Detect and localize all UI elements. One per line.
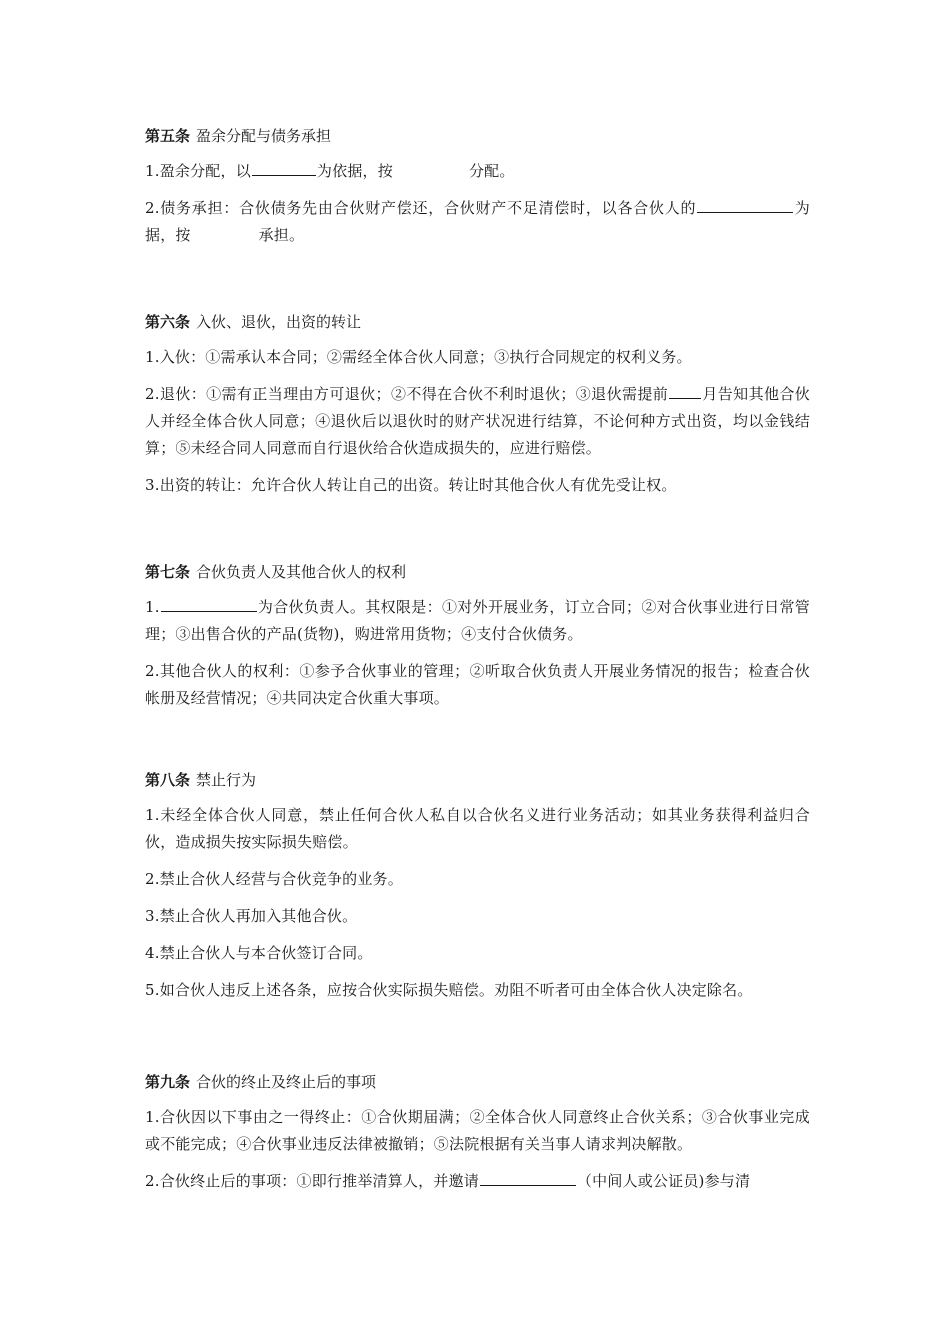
paragraph: 4.禁止合伙人与本合伙签订合同。	[145, 944, 373, 962]
paragraph: 3.禁止合伙人再加入其他合伙。	[145, 907, 358, 925]
paragraph: 5.如合伙人违反上述各条，应按合伙实际损失赔偿。劝阻不听者可由全体合伙人决定除名。	[145, 981, 753, 999]
article-number: 第七条	[145, 563, 191, 581]
paragraph: 3.出资的转让：允许合伙人转让自己的出资。转让时其他合伙人有优先受让权。	[145, 476, 677, 494]
document-page	[145, 0, 810, 1344]
paragraph: 2.债务承担：合伙债务先由合伙财产偿还，合伙财产不足清偿时，以各合伙人的 为据，按 承担。	[145, 199, 810, 244]
article-5	[145, 126, 810, 259]
fill-blank[interactable]	[480, 1171, 576, 1186]
paragraph: 1.合伙因以下事由之一得终止：①合伙期届满；②全体合伙人同意终止合伙关系；③合伙事业完成或不能完成；④合伙事业违反法律被撤销；⑤法院根据有关当事人请求判决解散。	[145, 1108, 810, 1153]
article-heading	[145, 126, 810, 146]
article-number: 第八条	[145, 771, 191, 789]
paragraph: 1. 为合伙负责人。其权限是：①对外开展业务，订立合同；②对合伙事业进行日常管理；③出售合伙的产品(货物)，购进常用货物；④支付合伙债务。	[145, 598, 810, 643]
article-number: 第九条	[145, 1073, 191, 1091]
article-7	[145, 562, 810, 722]
fill-blank[interactable]	[252, 161, 316, 176]
paragraph: 1.入伙：①需承认本合同；②需经全体合伙人同意；③执行合同规定的权利义务。	[145, 348, 692, 366]
paragraph: 2.合伙终止后的事项：①即行推举清算人，并邀请 （中间人或公证员)参与清	[145, 1172, 751, 1190]
paragraph: 2.禁止合伙人经营与合伙竞争的业务。	[145, 870, 403, 888]
paragraph: 2.其他合伙人的权利：①参予合伙事业的管理；②听取合伙负责人开展业务情况的报告；检查合伙帐册及经营情况；④共同决定合伙重大事项。	[145, 662, 810, 707]
article-title: 盈余分配与债务承担	[196, 127, 332, 145]
fill-blank[interactable]	[697, 198, 793, 213]
article-heading	[145, 562, 810, 582]
article-title: 入伙、退伙，出资的转让	[196, 313, 362, 331]
article-6	[145, 312, 810, 509]
paragraph: 2.退伙：①需有正当理由方可退伙；②不得在合伙不利时退伙；③退伙需提前 月告知其他合伙人并经全体合伙人同意；④退伙后以退伙时的财产状况进行结算，不论何种方式出资，均以金钱结算；⑤未经合同人同意而自行退伙给合伙造成损失的，应进行赔偿。	[145, 385, 810, 457]
article-title: 禁止行为	[196, 771, 257, 789]
article-number: 第六条	[145, 313, 191, 331]
article-title: 合伙的终止及终止后的事项	[196, 1073, 377, 1091]
article-heading	[145, 312, 810, 332]
article-9	[145, 1072, 810, 1205]
article-heading	[145, 1072, 810, 1092]
paragraph: 1.未经全体合伙人同意，禁止任何合伙人私自以合伙名义进行业务活动；如其业务获得利益归合伙，造成损失按实际损失赔偿。	[145, 806, 810, 851]
article-title: 合伙负责人及其他合伙人的权利	[196, 563, 407, 581]
fill-blank[interactable]	[161, 597, 257, 612]
article-number: 第五条	[145, 127, 191, 145]
article-8	[145, 770, 810, 1014]
article-heading	[145, 770, 810, 790]
fill-blank[interactable]	[669, 384, 701, 399]
paragraph: 1.盈余分配，以 为依据，按 分配。	[145, 162, 515, 180]
